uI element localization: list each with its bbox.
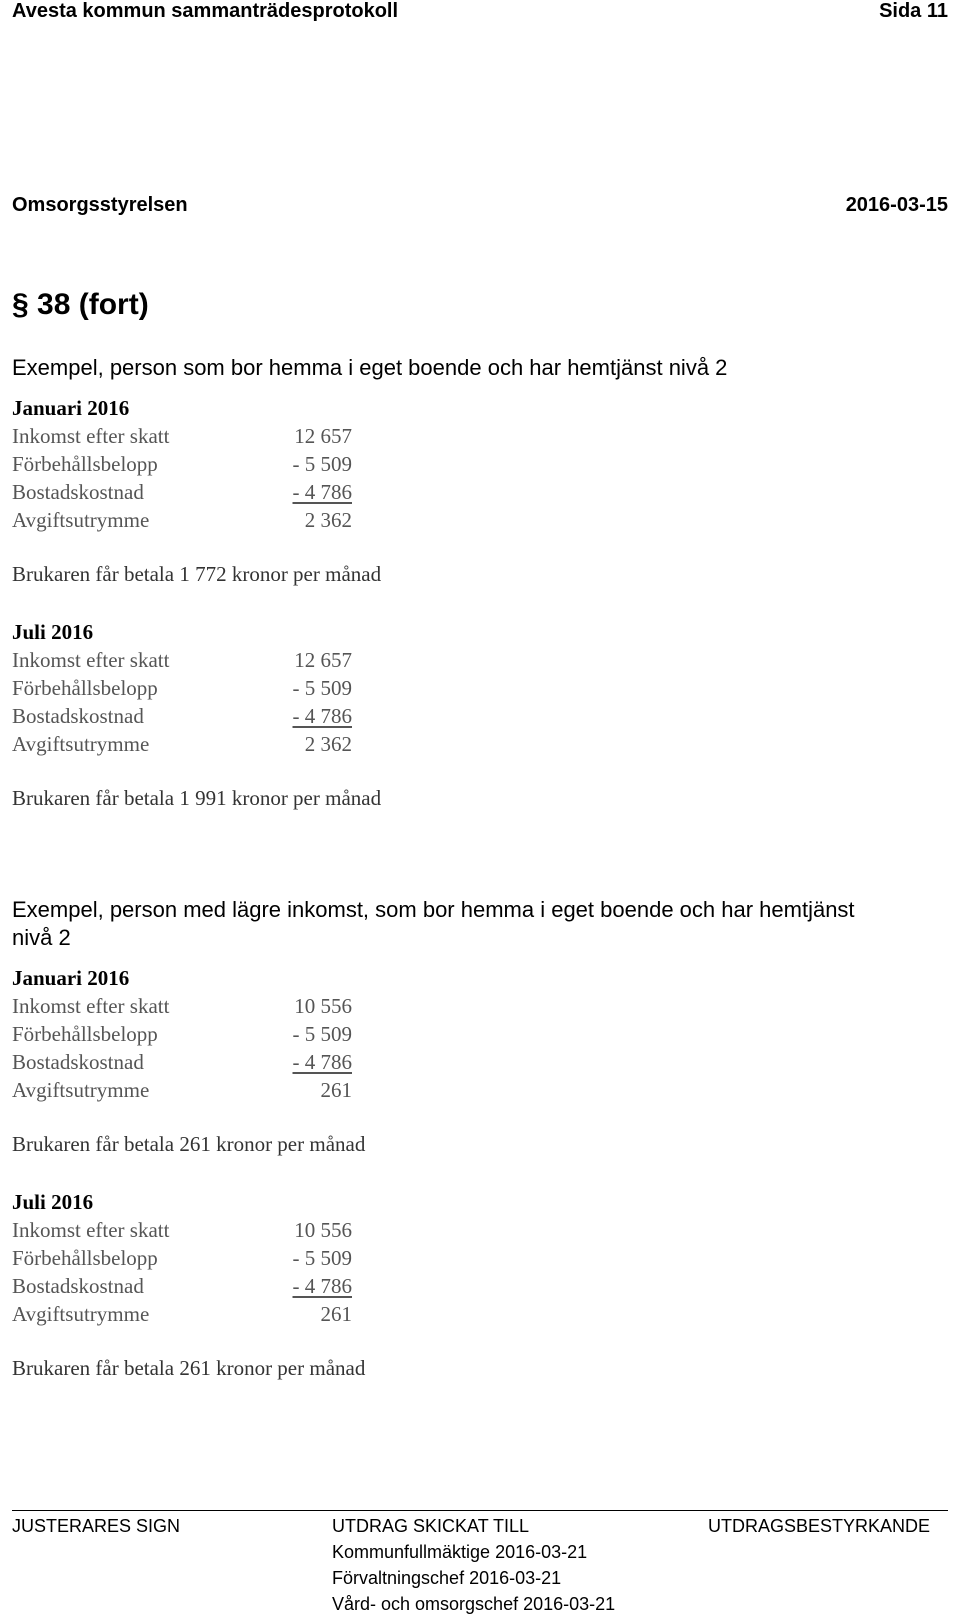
recipient-item: Förvaltningschef 2016-03-21 (332, 1568, 562, 1588)
period-title: Juli 2016 (12, 620, 94, 644)
calc-row: Inkomst efter skatt 10 556 (12, 1218, 352, 1242)
period-title: Januari 2016 (12, 966, 130, 990)
paragraph-title: § 38 (fort) (12, 288, 149, 321)
calc-period-jan-1 (12, 396, 381, 587)
calc-row: Förbehållsbelopp - 5 509 (12, 676, 352, 700)
calc-row: Förbehållsbelopp - 5 509 (12, 1022, 352, 1046)
calc-result: Brukaren får betala 261 kronor per månad (12, 1132, 366, 1156)
meeting-date: 2016-03-15 (845, 194, 948, 216)
example-heading: Exempel, person som bor hemma i eget boende och har hemtjänst nivå 2 (12, 355, 728, 380)
calc-row: Avgiftsutrymme 2 362 (12, 508, 352, 532)
page-number: Sida 11 (879, 0, 948, 22)
calc-row: Avgiftsutrymme 261 (12, 1302, 352, 1326)
calc-row: Avgiftsutrymme 261 (12, 1078, 352, 1102)
footer-divider (12, 1510, 948, 1511)
recipient-item: Vård- och omsorgschef 2016-03-21 (332, 1594, 616, 1614)
calc-row: Bostadskostnad - 4 786 (12, 1050, 352, 1074)
calc-result: Brukaren får betala 1 991 kronor per månad (12, 786, 382, 810)
calc-row: Bostadskostnad - 4 786 (12, 704, 352, 728)
calc-row: Förbehållsbelopp - 5 509 (12, 452, 352, 476)
calc-period-jul-2 (12, 1190, 365, 1381)
document-top-bar (12, 0, 948, 24)
calc-period-jul-1 (12, 620, 381, 811)
period-title: Juli 2016 (12, 1190, 94, 1214)
calc-row: Förbehållsbelopp - 5 509 (12, 1246, 352, 1270)
calc-row: Inkomst efter skatt 12 657 (12, 648, 352, 672)
recipients-title: UTDRAG SKICKAT TILL (332, 1516, 530, 1536)
period-title: Januari 2016 (12, 396, 130, 420)
certification-label: UTDRAGSBESTYRKANDE (707, 1516, 930, 1536)
calc-row: Bostadskostnad - 4 786 (12, 1274, 352, 1298)
example-heading: Exempel, person med lägre inkomst, som bor hemma i eget boende och har hemtjänst nivå 2 (12, 897, 855, 950)
recipients-block (332, 1516, 615, 1620)
calc-row: Inkomst efter skatt 12 657 (12, 424, 352, 448)
document-title: Avesta kommun sammanträdesprotokoll (12, 0, 399, 22)
calc-period-jan-2 (12, 966, 365, 1157)
organization-name: Omsorgsstyrelsen (12, 194, 188, 216)
calc-row: Bostadskostnad - 4 786 (12, 480, 352, 504)
calc-row: Avgiftsutrymme 2 362 (12, 732, 352, 756)
calc-result: Brukaren får betala 1 772 kronor per månad (12, 562, 382, 586)
signature-label: JUSTERARES SIGN (12, 1516, 181, 1536)
calc-result: Brukaren får betala 261 kronor per månad (12, 1356, 366, 1380)
recipient-item: Kommunfullmäktige 2016-03-21 (332, 1542, 588, 1562)
protocol-header (12, 194, 948, 217)
calc-row: Inkomst efter skatt 10 556 (12, 994, 352, 1018)
